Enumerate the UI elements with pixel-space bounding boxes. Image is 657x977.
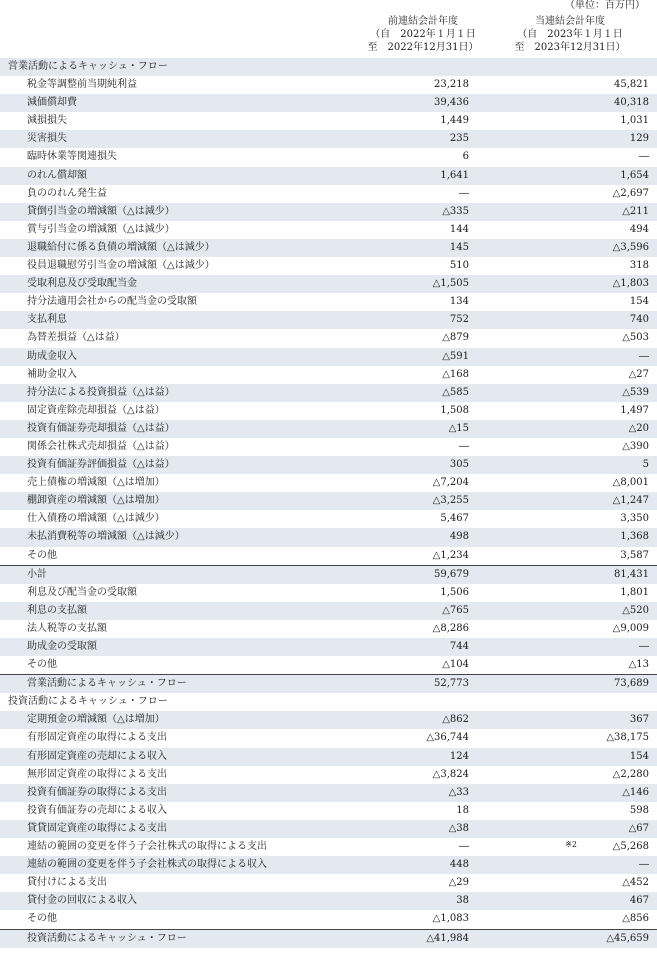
prev-period-value: △765	[442, 604, 469, 616]
prev-period-value: △15	[448, 422, 469, 434]
row-label: 貸付金の回収による収入	[27, 895, 137, 907]
table-row	[0, 528, 657, 546]
row-label: 賞与引当金の増減額（△は減少）	[27, 223, 175, 235]
curr-period-value: △20	[628, 422, 649, 434]
prev-period-value: △8,286	[432, 622, 469, 634]
prev-period-value: △862	[442, 714, 469, 726]
curr-period-value: △2,697	[612, 187, 649, 199]
prev-period-value: 39,436	[434, 97, 469, 109]
row-label: 持分法適用会社からの配当金の受取額	[27, 296, 197, 308]
curr-period-value: 1,497	[620, 404, 649, 416]
curr-period-value: △67	[628, 822, 649, 834]
row-label: 固定資産除売却損益（△は益）	[27, 404, 165, 416]
curr-period-value: 154	[629, 750, 649, 762]
unit-label: （単位：百万円）	[565, 0, 645, 11]
prev-period-value: △41,984	[426, 932, 469, 944]
prev-period-value: △1,505	[432, 278, 469, 290]
section-header-row	[0, 58, 657, 76]
table-row	[0, 711, 657, 729]
row-label: 営業活動によるキャッシュ・フロー	[27, 678, 187, 690]
curr-period-value: △503	[622, 332, 649, 344]
table-row	[0, 729, 657, 747]
row-label: 助成金収入	[27, 350, 77, 362]
row-label: 役員退職慰労引当金の増減額（△は減少）	[27, 260, 215, 272]
section-header-row	[0, 693, 657, 711]
row-label: 法人税等の支払額	[27, 622, 107, 634]
row-label: 関係会社株式売却損益（△は益）	[27, 440, 175, 452]
curr-period-value: 3,587	[620, 549, 649, 561]
prev-period-value: 235	[449, 133, 469, 145]
prev-period-value: △104	[442, 659, 469, 671]
prev-period-value: ―	[459, 187, 469, 199]
curr-period-value: △3,596	[612, 241, 649, 253]
curr-period-value: ―	[639, 151, 649, 163]
curr-period-value: △1,247	[612, 495, 649, 507]
prev-period-value: 6	[462, 151, 469, 163]
curr-period-value: △8,001	[612, 477, 649, 489]
curr-period-value: ―	[639, 350, 649, 362]
table-row	[0, 838, 657, 856]
prev-period-value: △585	[442, 386, 469, 398]
curr-period-value: 45,821	[614, 79, 649, 91]
row-label: 負ののれん発生益	[27, 187, 107, 199]
prev-period-value: △1,234	[432, 549, 469, 561]
curr-period-value: ―	[639, 641, 649, 652]
curr-period-value: △45,659	[606, 932, 649, 944]
row-label: 小計	[27, 568, 47, 580]
row-label: 仕入債務の増減額（△は減少）	[27, 513, 165, 525]
prev-period-value: 124	[449, 750, 469, 762]
curr-period-value: △520	[622, 604, 649, 616]
prev-period-value: △335	[442, 205, 469, 217]
curr-period-value: △38,175	[606, 732, 649, 744]
prev-period-value: △591	[442, 350, 469, 362]
prev-period-value: 145	[449, 241, 469, 253]
prev-period-value: △879	[442, 332, 469, 344]
table-row	[0, 94, 657, 112]
table-row	[0, 221, 657, 239]
curr-period-value: 467	[629, 895, 649, 907]
prev-period-value: ―	[459, 440, 469, 452]
prev-period-value: △3,255	[432, 495, 469, 507]
row-label: 連結の範囲の変更を伴う子会社株式の取得による支出	[27, 841, 267, 853]
table-row	[0, 492, 657, 510]
row-label: 貸倒引当金の増減額（△は減少）	[27, 205, 175, 217]
prev-period-value: 38	[456, 895, 469, 907]
prev-period-value: △7,204	[432, 477, 469, 489]
prev-period-value: 1,449	[440, 115, 469, 127]
curr-period-value: 73,689	[614, 678, 649, 690]
table-row	[0, 275, 657, 293]
curr-period-value: 1,801	[620, 586, 649, 598]
prev-period-value: △33	[448, 786, 469, 798]
table-row	[0, 293, 657, 311]
prev-period-value: △29	[448, 877, 469, 889]
prev-period-value: △1,083	[432, 913, 469, 925]
table-row	[0, 547, 657, 565]
table-row	[0, 438, 657, 456]
table-row	[0, 167, 657, 185]
curr-period-title: 当連結会計年度	[535, 16, 605, 27]
row-label: 定期預金の増減額（△は増加）	[27, 714, 165, 726]
curr-period-value: △211	[622, 205, 649, 217]
table-row	[0, 112, 657, 130]
table-row	[0, 474, 657, 492]
row-label: 受取利息及び受取配当金	[27, 278, 137, 290]
prev-period-value: 498	[449, 531, 469, 543]
prev-period-value: 23,218	[434, 79, 469, 91]
row-label: 投資活動によるキャッシュ・フロー	[8, 696, 168, 708]
curr-period-value: △2,280	[612, 768, 649, 780]
curr-period-value: ―	[639, 859, 649, 871]
table-row	[0, 456, 657, 474]
table-row	[0, 384, 657, 402]
prev-period-value: 1,506	[440, 586, 469, 598]
curr-period-value: 40,318	[614, 97, 649, 109]
table-row	[0, 674, 657, 693]
table-body	[0, 58, 657, 948]
curr-period-value: △5,268	[612, 841, 649, 853]
row-label: 有形固定資産の取得による支出	[27, 732, 167, 744]
table-row	[0, 203, 657, 221]
curr-period-value: 3,350	[620, 513, 649, 525]
row-label: 助成金の受取額	[27, 641, 97, 652]
prev-period-value: △38	[448, 822, 469, 834]
table-row	[0, 329, 657, 347]
table-row	[0, 76, 657, 94]
prev-period-header	[343, 15, 503, 54]
curr-period-value: △9,009	[612, 622, 649, 634]
curr-period-value: 81,431	[614, 568, 649, 580]
prev-period-value: 134	[449, 296, 469, 308]
curr-period-value: 1,031	[620, 115, 649, 127]
row-label: 減損損失	[27, 115, 67, 127]
prev-period-value: 752	[449, 314, 469, 326]
prev-period-title: 前連結会計年度	[388, 16, 458, 27]
row-label: 臨時休業等関連損失	[27, 151, 117, 163]
curr-period-value: 1,368	[620, 531, 649, 543]
curr-period-value: △390	[622, 440, 649, 452]
row-label: その他	[27, 913, 57, 925]
table-row	[0, 565, 657, 584]
row-label: 有形固定資産の売却による収入	[27, 750, 167, 762]
table-row	[0, 820, 657, 838]
row-label: 売上債権の増減額（△は増加）	[27, 477, 165, 489]
table-row	[0, 602, 657, 620]
row-label: 投資有価証券の取得による支出	[27, 786, 167, 798]
row-label: 貸付けによる支出	[27, 877, 107, 889]
table-row	[0, 130, 657, 148]
table-row	[0, 656, 657, 674]
prev-period-value: 744	[449, 641, 469, 652]
table-row	[0, 257, 657, 275]
curr-period-value: 318	[629, 260, 649, 272]
row-label: その他	[27, 659, 57, 671]
curr-period-header	[490, 15, 650, 54]
curr-period-value: 129	[629, 133, 649, 145]
curr-period-to: 至 2023年12月31日）	[514, 42, 626, 53]
table-row	[0, 620, 657, 638]
table-row	[0, 802, 657, 820]
row-label: 未払消費税等の増減額（△は減少）	[27, 531, 185, 543]
table-row	[0, 766, 657, 784]
row-label: 貸貸固定資産の取得による支出	[27, 822, 167, 834]
curr-period-value: △452	[622, 877, 649, 889]
row-label: 営業活動によるキャッシュ・フロー	[8, 61, 168, 72]
row-label: 連結の範囲の変更を伴う子会社株式の取得による収入	[27, 859, 267, 871]
table-row	[0, 856, 657, 874]
curr-period-from: （自 2023年１月１日	[517, 29, 623, 40]
prev-period-value: 1,508	[440, 404, 469, 416]
table-row	[0, 510, 657, 528]
table-row	[0, 311, 657, 329]
row-label: 棚卸資産の増減額（△は増加）	[27, 495, 165, 507]
prev-period-value: △168	[442, 368, 469, 380]
row-label: 利息及び配当金の受取額	[27, 586, 137, 598]
row-label: 支払利息	[27, 314, 67, 326]
curr-period-value: △539	[622, 386, 649, 398]
prev-period-value: △3,824	[432, 768, 469, 780]
row-label: のれん償却額	[27, 169, 87, 181]
row-label: その他	[27, 549, 57, 561]
row-label: 利息の支払額	[27, 604, 87, 616]
row-label: 投資有価証券売却損益（△は益）	[27, 422, 175, 434]
curr-period-value: 154	[629, 296, 649, 308]
table-row	[0, 929, 657, 948]
row-label: 災害損失	[27, 133, 67, 145]
table-row	[0, 348, 657, 366]
curr-period-value: △1,803	[612, 278, 649, 290]
prev-period-value: 1,641	[440, 169, 469, 181]
row-label: 為替差損益（△は益）	[27, 332, 125, 344]
table-row	[0, 402, 657, 420]
row-label: 税金等調整前当期純利益	[27, 79, 137, 91]
prev-period-value: 18	[456, 804, 469, 816]
column-header	[0, 12, 657, 59]
table-row	[0, 239, 657, 257]
prev-period-value: ―	[459, 841, 469, 853]
curr-period-value: 494	[629, 223, 649, 235]
prev-period-value: 144	[449, 223, 469, 235]
curr-period-value: △146	[622, 786, 649, 798]
row-label: 持分法による投資損益（△は益）	[27, 386, 175, 398]
prev-period-from: （自 2022年１月１日	[370, 29, 476, 40]
row-label: 投資活動によるキャッシュ・フロー	[27, 932, 187, 944]
curr-period-value: 5	[642, 459, 649, 471]
table-row	[0, 638, 657, 656]
row-label: 減価償却費	[27, 97, 77, 109]
table-row	[0, 148, 657, 166]
prev-period-value: 305	[449, 459, 469, 471]
table-row	[0, 910, 657, 928]
row-label: 投資有価証券の売却による収入	[27, 804, 167, 816]
table-row	[0, 892, 657, 910]
prev-period-value: △36,744	[426, 732, 469, 744]
table-row	[0, 748, 657, 766]
table-row	[0, 420, 657, 438]
curr-period-value: 598	[629, 804, 649, 816]
prev-period-value: 52,773	[434, 678, 469, 690]
row-label: 投資有価証券評価損益（△は益）	[27, 459, 175, 471]
table-row	[0, 874, 657, 892]
table-row	[0, 366, 657, 384]
row-label: 無形固定資産の取得による支出	[27, 768, 167, 780]
prev-period-value: 448	[449, 859, 469, 871]
curr-period-value: △27	[628, 368, 649, 380]
curr-period-value: 367	[629, 714, 649, 726]
prev-period-to: 至 2022年12月31日）	[367, 42, 479, 53]
curr-period-value: 1,654	[620, 169, 649, 181]
row-label: 補助金収入	[27, 368, 77, 380]
curr-period-value: △856	[622, 913, 649, 925]
footnote-marker: ※2	[565, 840, 577, 850]
table-row	[0, 185, 657, 203]
table-row	[0, 784, 657, 802]
curr-period-value: △13	[628, 659, 649, 671]
table-row	[0, 584, 657, 602]
prev-period-value: 5,467	[440, 513, 469, 525]
prev-period-value: 510	[449, 260, 469, 272]
curr-period-value: 740	[629, 314, 649, 326]
row-label: 退職給付に係る負債の増減額（△は減少）	[27, 241, 215, 253]
prev-period-value: 59,679	[434, 568, 469, 580]
